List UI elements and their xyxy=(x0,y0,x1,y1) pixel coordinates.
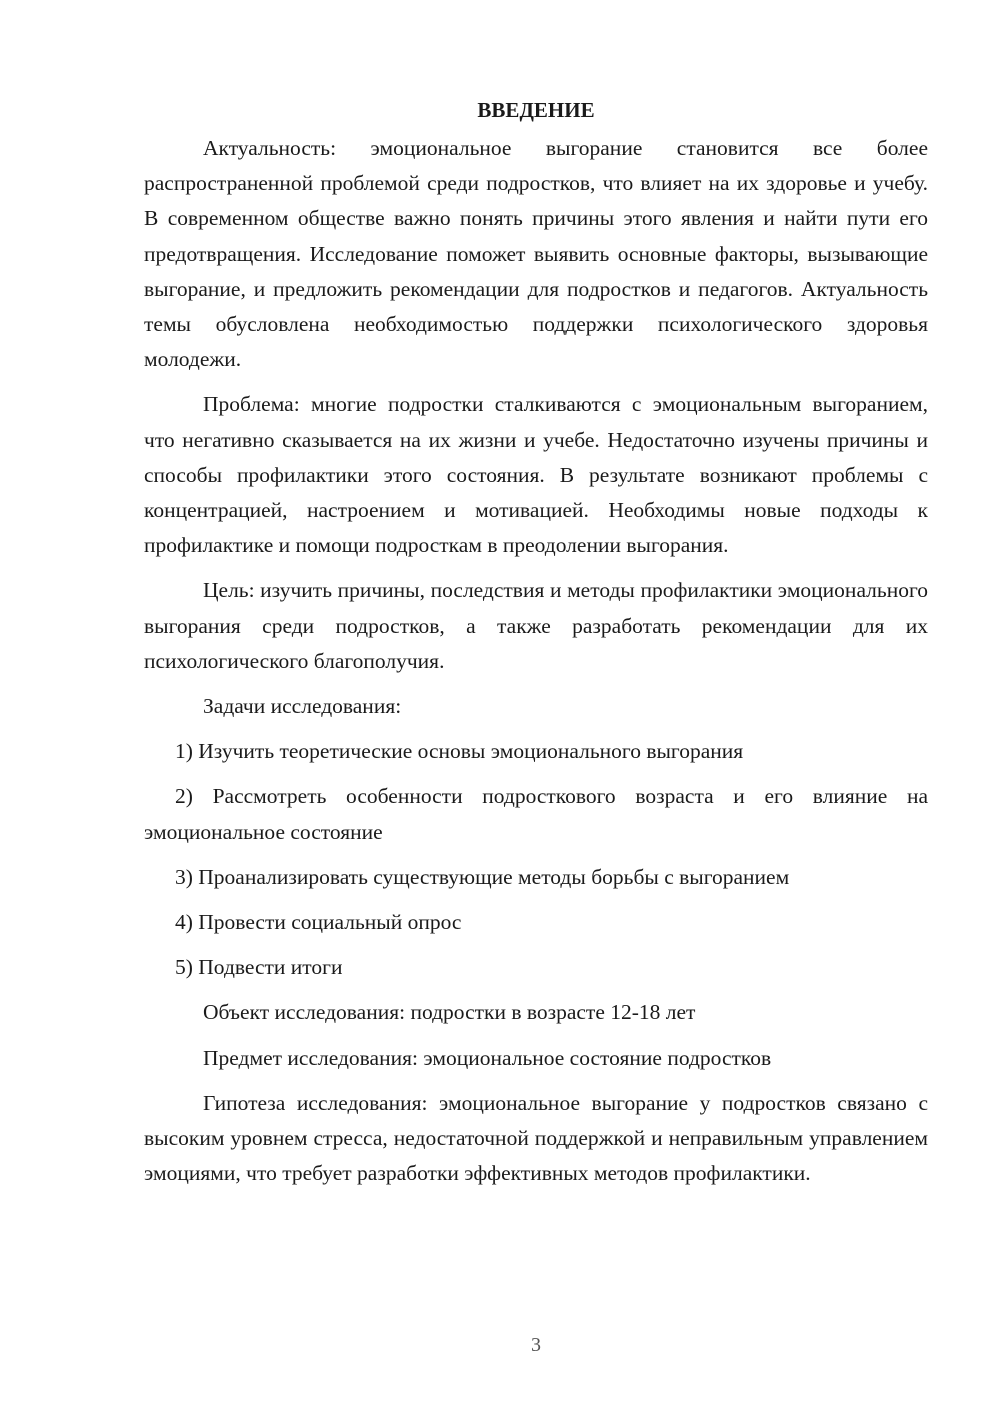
problem-paragraph: Проблема: многие подростки сталкиваются с эмоциональным выгоранием, что негативно сказывается на их жизни и учебе. Недостаточно изучены причины и способы профилактики этого состояния. В результате возникают проблемы с концентрацией, настроением и мотивацией. Необходимы новые подходы к профилактике и помощи подросткам в преодолении выгорания. xyxy=(144,392,928,558)
tasks-heading: Задачи исследования: xyxy=(203,694,402,719)
task-item-4: 4) Провести социальный опрос xyxy=(175,910,462,935)
task-item-1: 1) Изучить теоретические основы эмоционального выгорания xyxy=(175,739,744,764)
relevance-paragraph: Актуальность: эмоциональное выгорание становится все более распространенной проблемой среди подростков, что влияет на их здоровье и учебу. В современном обществе важно понять причины этого явления и найти пути его предотвращения. Исследование поможет выявить основные факторы, вызывающие выгорание, и предложить рекомендации для подростков и педагогов. Актуальность темы обусловлена необходимостью поддержки психологического здоровья молодежи. xyxy=(144,136,928,372)
page-number: 3 xyxy=(531,1334,541,1356)
task-item-2: 2) Рассмотреть особенности подросткового возраста и его влияние на эмоциональное состояние xyxy=(144,784,928,844)
section-title: ВВЕДЕНИЕ xyxy=(477,98,595,122)
document-page xyxy=(144,92,928,1201)
goal-paragraph: Цель: изучить причины, последствия и методы профилактики эмоционального выгорания среди подростков, а также разработать рекомендации для их психологического благополучия. xyxy=(144,578,928,673)
research-hypothesis: Гипотеза исследования: эмоциональное выгорание у подростков связано с высоким уровнем стресса, недостаточной поддержкой и неправильным управлением эмоциями, что требует разработки эффективных методов профилактики. xyxy=(144,1090,928,1186)
research-subject: Предмет исследования: эмоциональное состояние подростков xyxy=(203,1045,772,1070)
task-item-3: 3) Проанализировать существующие методы борьбы с выгоранием xyxy=(175,864,790,889)
research-object: Объект исследования: подростки в возрасте 12-18 лет xyxy=(203,1000,696,1025)
task-item-5: 5) Подвести итоги xyxy=(175,955,343,980)
